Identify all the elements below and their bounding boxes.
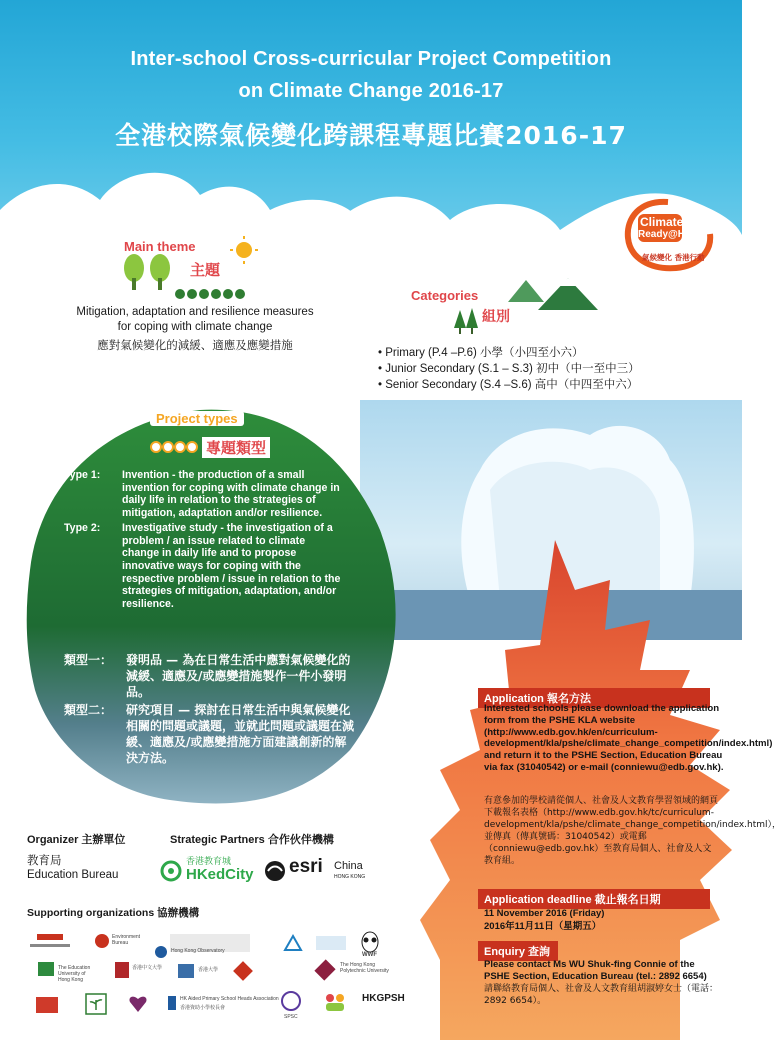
enquiry-text-zh: 請聯絡教育局個人、社會及人文教育組胡淑婷女士（電話：2892 6654）。	[484, 984, 719, 1006]
hkpolyu-icon	[314, 959, 335, 980]
dots-icon	[150, 440, 200, 454]
project-types-zh	[64, 652, 354, 766]
env-bureau-text: Environment Bureau	[112, 934, 141, 946]
hkust-icon	[233, 961, 253, 981]
hkedcity-logo	[160, 852, 256, 888]
application-text-en: Interested schools please download the application form from the PSHE KLA website (http://www.edb.gov.hk/en/curriculum-development/kla/pshe/climate_change_competition/index.html) and return it to the PSHE Section, Education Bureau via fax (31040542) or e-mail (conniewu@edb.gov.hk).	[484, 703, 773, 773]
trees-sun-icon	[120, 236, 270, 300]
esri-hongkong: HONG KONG	[334, 874, 366, 880]
supporting-heading: Supporting organizations 協辦機構	[27, 907, 200, 919]
esri-logo	[264, 858, 374, 888]
deadline-dates	[484, 907, 714, 933]
partners-heading: Strategic Partners 合作伙伴機構	[170, 834, 334, 846]
hku-text: 香港大學	[198, 967, 219, 973]
title-zh: 全港校際氣候變化跨課程專題比賽2016-17	[115, 121, 627, 150]
enquiry-text	[484, 959, 720, 1007]
title-en-line1: Inter-school Cross-curricular Project Competition	[130, 48, 612, 70]
main-theme-heading-en: Main theme	[124, 239, 196, 254]
wwf-text: WWF	[362, 952, 377, 958]
spsc-text: SPSC	[284, 1014, 298, 1020]
edu-univ-text: The Education University of Hong Kong	[58, 965, 91, 983]
hkedcity-en: HKedCity	[186, 866, 254, 883]
main-theme-text-zh: 應對氣候變化的減緩、適應及應變措施	[97, 338, 293, 352]
category-item-senior: • Senior Secondary (S.4 –S.6) 高中（中四至中六）	[378, 379, 639, 391]
categories-list	[378, 345, 640, 393]
plant-org-icon	[84, 992, 108, 1016]
title-en-line2: on Climate Change 2016-17	[238, 80, 504, 102]
type2-text: Investigative study - the investigation of a problem / an issue related to climate change in daily life and to propose innovative ways for coping with the respective problem / issue in relation to the strategies of mitigation, adaptation, and/or resilience.	[122, 521, 341, 611]
type1-text: Invention - the production of a small invention for coping with climate change in daily life in relation to the strategies of mitigation, adaptation and/or resilience.	[122, 469, 340, 520]
type2-zh-text: 研究項目 — 探討在日常生活中與氣候變化相關的問題或議題，並就此問題或議題在減緩、適應及/或應變措施方面建議創新的解決方法。	[126, 703, 355, 765]
climate-ready-logo	[620, 196, 718, 274]
category-item-junior: • Junior Secondary (S.1 – S.3) 初中（中一至中三）	[378, 363, 640, 375]
triangle-org-icon	[283, 934, 303, 952]
esri-china: China	[334, 860, 363, 872]
observatory-text: Hong Kong Observatory	[171, 948, 225, 954]
ghpsha-zh-text: 香港資助小學校長會	[180, 1005, 226, 1011]
environment-bureau-logo	[95, 930, 145, 960]
ghpsha-text: HK Aided Primary School Heads Association	[180, 996, 279, 1002]
type2-zh-label: 類型二：	[64, 703, 113, 717]
application-text-zh: 有意參加的學校請從個人、社會及人文教育學習領域的網頁下載報名表格（http://www.edb.gov.hk/tc/curriculum-development/kla/pshe/climate_change_competition/index.html），並傳真（傳真號碼：31040542）或電郵（conniewu@edb.gov.hk）至教育局個人、社會及人文教育組。	[484, 796, 781, 866]
climate-logo-line2: Ready@HK	[638, 229, 693, 240]
main-theme-text-en-2: for coping with climate change	[117, 321, 273, 333]
enquiry-heading: Enquiry 查詢	[478, 941, 558, 961]
children-org-icon	[322, 990, 348, 1014]
organizer-name-en: Education Bureau	[27, 869, 119, 881]
type2-label: Type 2:	[64, 521, 101, 534]
deadline-heading: Application deadline 截止報名日期	[478, 889, 710, 909]
heart-org-icon	[127, 992, 149, 1016]
hksar-logo	[30, 934, 70, 956]
hku-icon	[178, 964, 194, 978]
type1-zh-text: 發明品 — 為在日常生活中應對氣候變化的減緩、適應及/或應變措施製作一件小發明品。	[126, 653, 351, 699]
main-theme-heading-zh: 主題	[190, 262, 221, 279]
hkpolyu-text: The Hong Kong Polytechnic University	[340, 962, 389, 974]
cuhk-text: 香港中文大學	[132, 965, 163, 971]
hkgpsh-text: HKGPSH	[362, 993, 405, 1004]
esri-text: esri	[289, 856, 323, 877]
project-types-heading-en: Project types	[150, 411, 244, 426]
organizer-heading: Organizer 主辦單位	[27, 834, 126, 846]
climate-logo-line1: Climate	[640, 215, 684, 229]
type1-label: Type 1:	[64, 469, 101, 481]
project-types-en	[64, 469, 344, 612]
cuhk-icon	[115, 962, 129, 978]
mountains-trees-icon	[448, 270, 608, 340]
categories-heading-en: Categories	[411, 288, 479, 303]
ocean-logo	[316, 936, 346, 950]
type1-zh-label: 類型一：	[64, 653, 113, 667]
project-types-heading-zh: 專題類型	[202, 437, 270, 458]
main-theme-text-en-1: Mitigation, adaptation and resilience measures	[76, 306, 314, 318]
ghpsha-icon	[168, 996, 176, 1010]
spsc-icon	[280, 990, 302, 1012]
organizer-name-zh: 教育局	[27, 853, 62, 867]
category-item-primary: • Primary (P.4 –P.6) 小學（小四至小六）	[378, 347, 584, 359]
climate-logo-line3: 氣候變化 香港行動	[642, 253, 705, 262]
hkcsc-logo	[36, 997, 58, 1013]
deadline-date-zh: 2016年11月11日（星期五）	[484, 921, 602, 932]
deadline-date-en: 11 November 2016 (Friday)	[484, 908, 605, 919]
categories-heading-zh: 組別	[482, 308, 510, 324]
observatory-logo	[155, 946, 245, 960]
edu-univ-icon	[38, 962, 54, 976]
application-heading: Application 報名方法	[478, 688, 710, 708]
enquiry-text-en: Please contact Ms WU Shuk-fing Connie of the PSHE Section, Education Bureau (tel.: 2892 6654)	[484, 959, 707, 982]
hkedcity-zh: 香港教育城	[186, 857, 232, 867]
